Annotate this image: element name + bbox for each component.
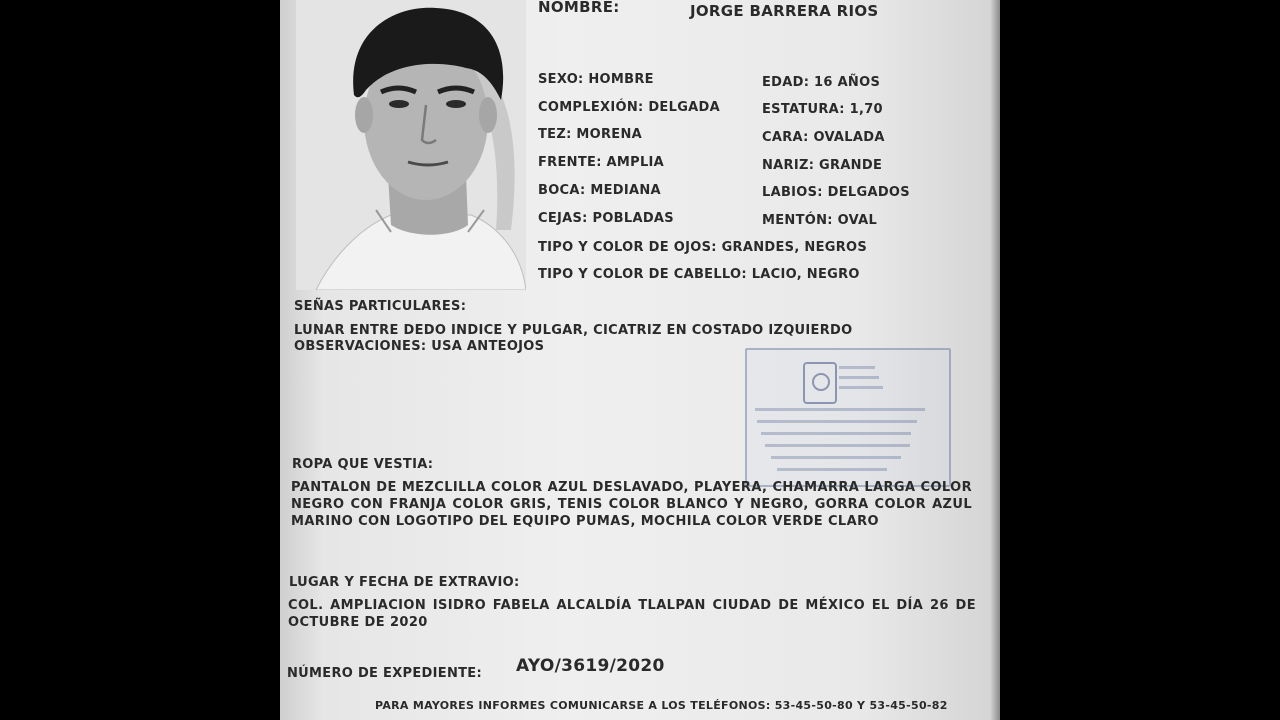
file-number-label: NÚMERO DE EXPEDIENTE:: [287, 666, 482, 681]
field-lips: LABIOS: DELGADOS: [762, 185, 910, 200]
marks-label: SEÑAS PARTICULARES:: [294, 299, 467, 314]
contact-phones: PARA MAYORES INFORMES COMUNICARSE A LOS TELÉFONOS: 53-45-50-80 Y 53-45-50-82: [375, 699, 948, 712]
name-value: JORGE BARRERA RIOS: [690, 2, 879, 20]
place-value: COL. AMPLIACION ISIDRO FABELA ALCALDÍA TLALPAN CIUDAD DE MÉXICO EL DÍA 26 DE OCTUBRE DE 2020: [288, 598, 976, 630]
marks-value: LUNAR ENTRE DEDO INDICE Y PULGAR, CICATRIZ EN COSTADO IZQUIERDO: [294, 323, 853, 338]
field-chin: MENTÓN: OVAL: [762, 213, 878, 228]
field-nose: NARIZ: GRANDE: [762, 158, 883, 173]
field-height: ESTATURA: 1,70: [762, 102, 883, 117]
name-label: NOMBRE:: [538, 0, 620, 16]
institution-logo-icon: [803, 362, 837, 404]
field-hair: TIPO Y COLOR DE CABELLO: LACIO, NEGRO: [538, 267, 860, 282]
field-age: EDAD: 16 AÑOS: [762, 75, 881, 90]
file-number-value: AYO/3619/2020: [516, 656, 665, 676]
clothing-label: ROPA QUE VESTIA:: [292, 457, 434, 472]
field-complexion: TEZ: MORENA: [538, 127, 643, 142]
field-face: CARA: OVALADA: [762, 130, 885, 145]
field-forehead: FRENTE: AMPLIA: [538, 155, 665, 170]
observations: OBSERVACIONES: USA ANTEOJOS: [294, 339, 545, 354]
paper-edge-shadow: [990, 0, 1000, 720]
field-mouth: BOCA: MEDIANA: [538, 183, 661, 198]
clothing-value: PANTALON DE MEZCLILLA COLOR AZUL DESLAVADO, PLAYERA, CHAMARRA LARGA COLOR NEGRO CON FRANJA COLOR GRIS, TENIS COLOR BLANCO Y NEGRO, GORRA COLOR AZUL MARINO CON LOGOTIPO DEL EQUIPO PUMAS, MOCHILA COLOR VERDE CLARO: [291, 480, 972, 529]
official-stamp: [745, 348, 951, 487]
person-photo: [296, 0, 526, 290]
field-build: COMPLEXIÓN: DELGADA: [538, 100, 720, 115]
place-label: LUGAR Y FECHA DE EXTRAVIO:: [289, 575, 520, 590]
missing-person-flyer: [280, 0, 1000, 720]
field-sex: SEXO: HOMBRE: [538, 72, 654, 87]
field-eyes: TIPO Y COLOR DE OJOS: GRANDES, NEGROS: [538, 240, 868, 255]
field-eyebrows: CEJAS: POBLADAS: [538, 211, 674, 226]
